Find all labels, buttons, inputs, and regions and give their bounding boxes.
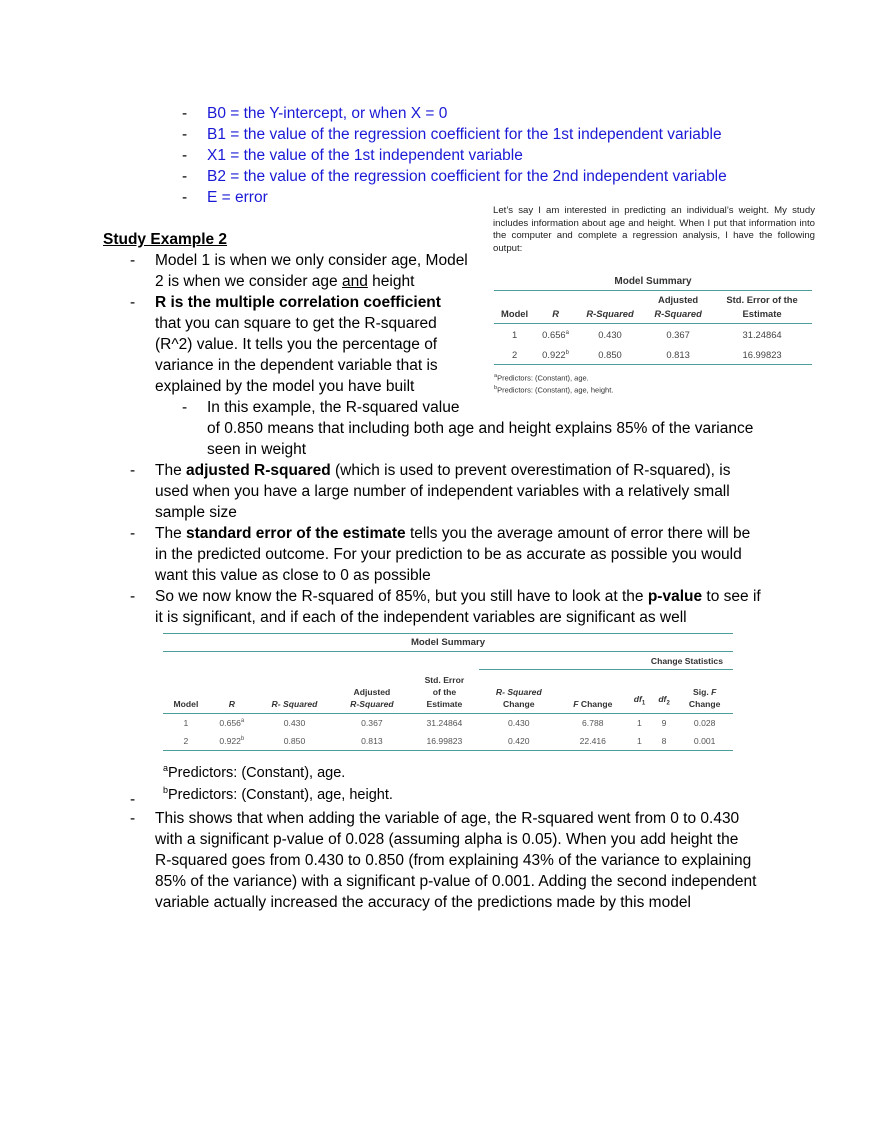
table1-title: Model Summary bbox=[494, 272, 812, 291]
t2-header-r: R bbox=[209, 670, 255, 714]
final-paragraph-line4: 85% of the variance) with a significant p-value of 0.001. Adding the second independent bbox=[155, 873, 757, 890]
definition-b2: B2 = the value of the regression coefficient for the 2nd independent variable bbox=[207, 168, 727, 185]
table-row: 1 0.656$^a$ 0.430 0.367 31.24864 0.430 6.788 1 9 0.028 bbox=[183, 718, 716, 728]
bullet-pvalue-line2: it is significant, and if each of the independent variables are significant as well bbox=[155, 609, 687, 626]
model-summary-table-1 bbox=[494, 272, 812, 365]
t2-header-rsq: R- Squared bbox=[255, 670, 334, 714]
t2-header-se: Std. Error of the Estimate bbox=[410, 670, 479, 714]
table1-footnote-a: $^a$Predictors: (Constant), age. bbox=[494, 373, 589, 383]
definition-b1: B1 = the value of the regression coefficient for the 1st independent variable bbox=[207, 126, 722, 143]
dash-marker: - bbox=[130, 252, 136, 269]
bullet-r-line5: explained by the model you have built bbox=[155, 378, 415, 395]
t1-header-model: Model bbox=[494, 291, 535, 324]
bullet-r-line4: variance in the dependent variable that is bbox=[155, 357, 438, 374]
sub-bullet-line3: seen in weight bbox=[207, 441, 307, 458]
bullet-adjusted-line2: used when you have a large number of independent variables with a relatively small bbox=[155, 483, 730, 500]
table-row: 1 0.656$^a$ 0.430 0.367 31.24864 bbox=[511, 328, 782, 340]
bullet-adjusted-line3: sample size bbox=[155, 504, 237, 521]
definition-e: E = error bbox=[207, 189, 268, 206]
dash-marker: - bbox=[182, 189, 188, 206]
t2-header-sig: Sig. F Change bbox=[676, 670, 733, 714]
bullet-stderr-line2: in the predicted outcome. For your prediction to be as accurate as possible you would bbox=[155, 546, 742, 563]
sub-bullet-line1: In this example, the R-squared value bbox=[207, 399, 460, 416]
intro-paragraph: Let’s say I am interested in predicting an individual’s weight. My study includes information about age and height. When I put that information into the computer and complete a regression analysis, I have the following output: bbox=[493, 205, 815, 254]
bullet-adjusted-line1: The adjusted R-squared (which is used to prevent overestimation of R-squared), is bbox=[155, 462, 731, 479]
bullet-r-line3: (R^2) value. It tells you the percentage of bbox=[155, 336, 438, 353]
dash-marker: - bbox=[130, 462, 136, 479]
dash-marker: - bbox=[130, 294, 136, 311]
section-heading: Study Example 2 bbox=[103, 231, 228, 248]
definition-b0: B0 = the Y-intercept, or when X = 0 bbox=[207, 105, 448, 122]
table-row: 2 0.922$^b$ 0.850 0.813 16.99823 0.420 22.416 1 8 0.001 bbox=[163, 732, 733, 751]
bullet-r-bold: R is the multiple correlation coefficient bbox=[155, 294, 441, 311]
table2-footnote-a: $^a$Predictors: (Constant), age. bbox=[163, 763, 346, 781]
bullet-model-line1: Model 1 is when we only consider age, Model bbox=[155, 252, 468, 269]
t1-header-adj: Adjusted R-Squared bbox=[644, 291, 712, 324]
bullet-r-line2: that you can square to get the R-squared bbox=[155, 315, 437, 332]
bullet-stderr-line3: want this value as close to 0 as possible bbox=[155, 567, 431, 584]
model-summary-table-2 bbox=[163, 633, 733, 751]
t1-header-rsq: R-Squared bbox=[576, 291, 644, 324]
t2-header-model: Model bbox=[163, 670, 209, 714]
dash-marker: - bbox=[182, 105, 188, 122]
dash-marker: - bbox=[130, 525, 136, 542]
dash-marker: - bbox=[182, 147, 188, 164]
final-paragraph-line3: R-squared goes from 0.430 to 0.850 (from explaining 43% of the variance to explaining bbox=[155, 852, 752, 869]
table-row: 2 0.922$^b$ 0.850 0.813 16.99823 bbox=[494, 344, 812, 365]
t2-header-rsq-change: R- Squared Change bbox=[479, 670, 558, 714]
t2-header-df2: $df_2$ bbox=[652, 670, 677, 714]
definition-x1: X1 = the value of the 1st independent variable bbox=[207, 147, 523, 164]
final-paragraph-line5: variable actually increased the accuracy of the predictions made by this model bbox=[155, 894, 691, 911]
table1-footnote-b: $^b$Predictors: (Constant), age, height. bbox=[494, 385, 614, 395]
final-paragraph-line1: This shows that when adding the variable of age, the R-squared went from 0 to 0.430 bbox=[155, 810, 740, 827]
bullet-pvalue-line1: So we now know the R-squared of 85%, but you still have to look at the p-value to see if bbox=[155, 588, 761, 605]
dash-marker: - bbox=[182, 126, 188, 143]
table2-title: Model Summary bbox=[163, 634, 733, 652]
dash-marker: - bbox=[130, 810, 136, 827]
bullet-stderr-line1: The standard error of the estimate tells you the average amount of error there will be bbox=[155, 525, 751, 542]
final-paragraph-line2: with a significant p-value of 0.028 (assuming alpha is 0.05). When you add height the bbox=[155, 831, 739, 848]
dash-marker: - bbox=[182, 168, 188, 185]
t1-header-se: Std. Error of the Estimate bbox=[712, 291, 812, 324]
t2-header-df1: $df_1$ bbox=[627, 670, 652, 714]
change-statistics-label: Change Statistics bbox=[479, 652, 733, 670]
dash-marker: - bbox=[182, 399, 188, 416]
t2-header-f-change: F Change bbox=[558, 670, 627, 714]
t1-header-r: R bbox=[535, 291, 576, 324]
dash-marker: - bbox=[130, 791, 136, 808]
bullet-model-line2: 2 is when we consider age and height bbox=[155, 273, 415, 290]
dash-marker: - bbox=[130, 588, 136, 605]
table2-footnote-b: $^b$Predictors: (Constant), age, height. bbox=[163, 785, 393, 803]
t2-header-adj: Adjusted R-Squared bbox=[334, 670, 410, 714]
sub-bullet-line2: of 0.850 means that including both age and height explains 85% of the variance bbox=[207, 420, 754, 437]
